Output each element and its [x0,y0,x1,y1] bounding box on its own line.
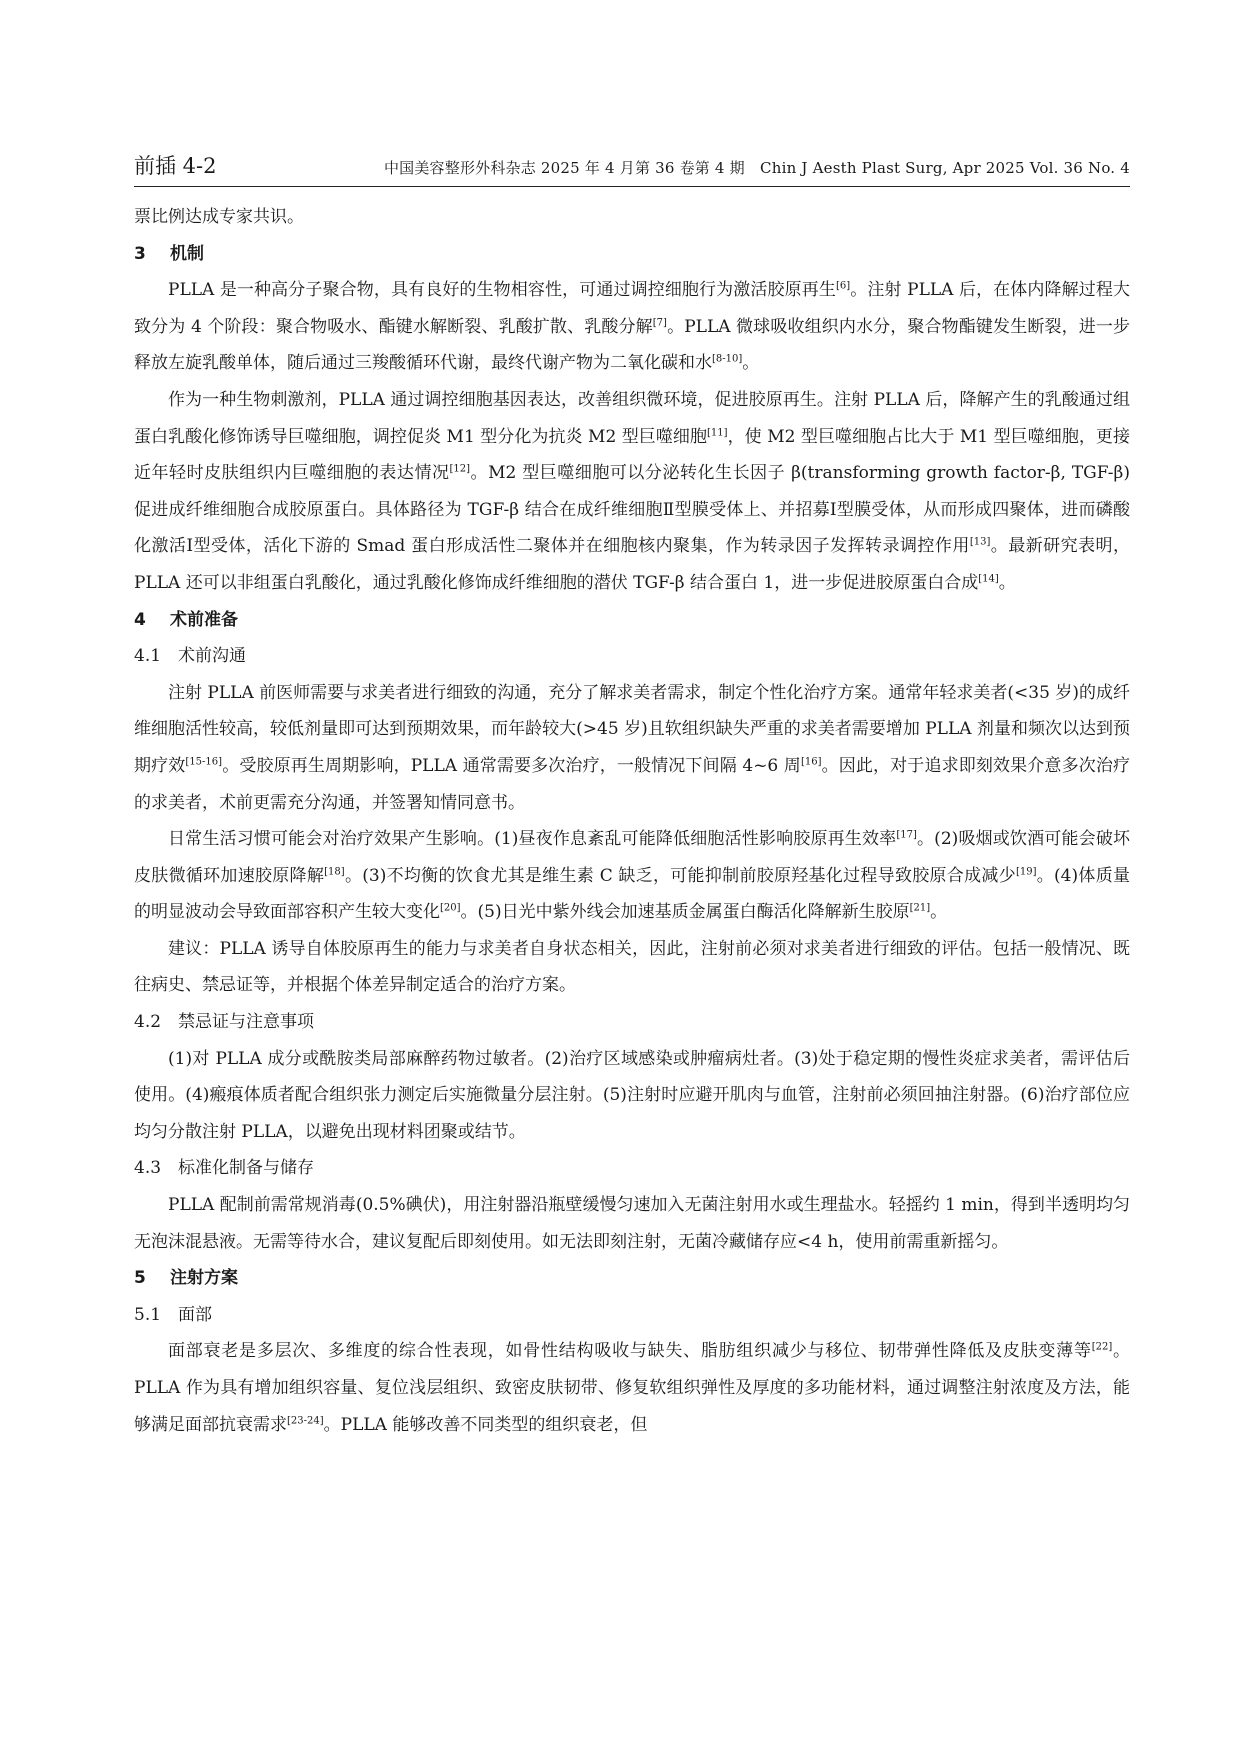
citation-ref: [7] [652,317,667,329]
citation-ref: [20] [440,902,461,914]
citation-ref: [11] [707,426,728,438]
paragraph-contraindications: (1)对 PLLA 成分或酰胺类局部麻醉药物过敏者。(2)治疗区域感染或肿瘤病灶者。(3)处于稳定期的慢性炎症求美者，需评估后使用。(4)瘢痕体质者配合组织张力测定后实施微量分层注射。(5)注射时应避开肌肉与血管，注射前必须回抽注射器。(6)治疗部位应均匀分散注射 PLLA，以避免出现材料团聚或结节。 [134,1048,1130,1142]
page-label: 前插 4-2 [134,154,217,178]
section-heading-4 [134,602,1130,639]
section-heading-5 [134,1260,1130,1297]
text-run: 日常生活习惯可能会对治疗效果产生影响。(1)昼夜作息紊乱可能降低细胞活性影响胶原再生效率 [168,829,897,850]
text-run: 。 [998,572,1016,593]
citation-ref: [12] [449,463,471,475]
section-number: 4 [134,609,146,630]
subsection-number: 5.1 [134,1304,162,1325]
intro-line: 票比例达成专家共识。 [134,207,304,227]
section-heading-3 [134,236,1130,273]
subsection-heading-4-3 [134,1150,1130,1187]
citation-ref: [13] [969,536,991,548]
citation-ref: [6] [835,280,851,292]
section-title: 术前准备 [170,609,238,630]
text-run: 。(3)不均衡的饮食尤其是维生素 C 缺乏，可能抑制前胶原羟基化过程导致胶原合成减少 [344,865,1016,886]
text-run: PLLA 是一种高分子聚合物，具有良好的生物相容性，可通过调控细胞行为激活胶原再生 [168,280,836,301]
citation-ref: [8-10] [712,353,743,365]
text-run: 作为一种生物刺激剂，PLLA 通过调控细胞基因表达，改善组织微环境，促进胶原再生。注射 PLLA 后，降解产生的乳酸通过组蛋白乳酸化修饰诱导巨噬细胞，调控促炎 M1 型分化为抗炎 M2 型巨噬细胞 [134,389,1130,447]
text-run: 注射 PLLA 前医师需要与求美者进行细致的沟通，充分了解求美者需求，制定个性化治疗方案。通常年轻求美者(<35 岁)的成纤维细胞活性较高，较低剂量即可达到预期效果，而年龄较大(>45 岁)且软组织缺失严重的求美者需要增加 PLLA 剂量和频次以达到预期疗效 [134,682,1130,776]
paragraph-mechanism-1 [134,272,1130,382]
text-run: 。M2 型巨噬细胞可以分泌转化生长因子 β(transforming growth factor-β, TGF-β) 促进成纤维细胞合成胶原蛋白。具体路径为 TGF-β 结合在成纤维细胞Ⅱ型膜受体上、并招募Ⅰ型膜受体，从而形成四聚体，进而磷酸化激活Ⅰ型受体，活化下游的 Smad 蛋白形成活性二聚体并在细胞核内聚集，作为转录因子发挥转录调控作用 [134,463,1130,557]
citation-ref: [19] [1015,866,1037,878]
subsection-number: 4.3 [134,1158,162,1179]
paragraph-recommendation: 建议：PLLA 诱导自体胶原再生的能力与求美者自身状态相关，因此，注射前必须对求美者进行细致的评估。包括一般情况、既往病史、禁忌证等，并根据个体差异制定适合的治疗方案。 [134,938,1130,996]
citation-ref: [15-16] [185,756,223,768]
subsection-heading-5-1 [134,1297,1130,1334]
subsection-number: 4.2 [134,1012,162,1033]
text-run: 。(2)吸烟或饮酒可能会破坏皮肤微循环加速胶原降解 [134,829,1130,886]
journal-citation: 中国美容整形外科杂志 2025 年 4 月第 36 卷第 4 期 Chin J Aesth Plast Surg, Apr 2025 Vol. 36 No. 4 [383,159,1130,177]
text-run: 。(5)日光中紫外线会加速基质金属蛋白酶活化降解新生胶原 [460,902,910,923]
paragraph-face [134,1333,1130,1443]
subsection-heading-4-1 [134,638,1130,675]
citation-ref: [16] [800,756,822,768]
text-run: 。注射 PLLA 后，在体内降解过程大致分为 4 个阶段：聚合物吸水、酯键水解断裂、乳酸扩散、乳酸分解 [134,280,1130,337]
section-number: 5 [134,1268,146,1289]
running-header [134,150,1130,187]
section-title: 注射方案 [170,1268,238,1289]
citation-ref: [23-24] [287,1414,324,1426]
subsection-title: 禁忌证与注意事项 [178,1012,314,1033]
paragraph-mechanism-2 [134,382,1130,602]
text-run: 。因此，对于追求即刻效果介意多次治疗的求美者，术前更需充分沟通，并签署知情同意书。 [134,755,1130,813]
subsection-title: 标准化制备与储存 [178,1158,314,1179]
subsection-number: 4.1 [134,646,162,667]
subsection-heading-4-2 [134,1004,1130,1041]
citation-ref: [17] [896,829,917,841]
text-run: 面部衰老是多层次、多维度的综合性表现，如骨性结构吸收与缺失、脂肪组织减少与移位、韧带弹性降低及皮肤变薄等 [168,1341,1092,1362]
citation-ref: [18] [324,866,345,878]
citation-ref: [14] [978,573,999,585]
text-run: 。PLLA 能够改善不同类型的组织衰老，但 [323,1414,648,1435]
section-number: 3 [134,243,146,264]
text-run: 。受胶原再生周期影响，PLLA 通常需要多次治疗，一般情况下间隔 4~6 周 [222,755,801,776]
text-run: 。PLLA 微球吸收组织内水分，聚合物酯键发生断裂，进一步释放左旋乳酸单体，随后通过三羧酸循环代谢，最终代谢产物为二氧化碳和水 [134,316,1130,374]
paragraph-consultation-1 [134,675,1130,821]
citation-ref: [21] [909,902,931,914]
text-run: 。 [742,353,760,374]
paragraph-preparation-storage: PLLA 配制前需常规消毒(0.5%碘伏)，用注射器沿瓶壁缓慢匀速加入无菌注射用水或生理盐水。轻摇约 1 min，得到半透明均匀无泡沫混悬液。无需等待水合，建议复配后即刻使用。如无法即刻注射，无菌冷藏储存应<4 h，使用前需重新摇匀。 [134,1195,1130,1252]
article-body [134,199,1130,1443]
text-run: 。 [930,902,948,923]
citation-ref: [22] [1091,1341,1113,1353]
text-run: 。(4)体质量的明显波动会导致面部容积产生较大变化 [134,865,1130,923]
text-run: 。PLLA 作为具有增加组织容量、复位浅层组织、致密皮肤韧带、修复软组织弹性及厚度的多功能材料，通过调整注射浓度及方法，能够满足面部抗衰需求 [134,1341,1130,1435]
paragraph-consultation-2 [134,821,1130,931]
page [134,150,1130,1443]
section-title: 机制 [170,243,204,264]
subsection-title: 术前沟通 [178,646,246,667]
text-run: ，使 M2 型巨噬细胞占比大于 M1 型巨噬细胞，更接近年轻时皮肤组织内巨噬细胞的表达情况 [134,426,1130,484]
subsection-title: 面部 [178,1304,212,1325]
text-run: 。最新研究表明，PLLA 还可以非组蛋白乳酸化，通过乳酸化修饰成纤维细胞的潜伏 TGF-β 结合蛋白 1，进一步促进胶原蛋白合成 [134,536,1131,593]
